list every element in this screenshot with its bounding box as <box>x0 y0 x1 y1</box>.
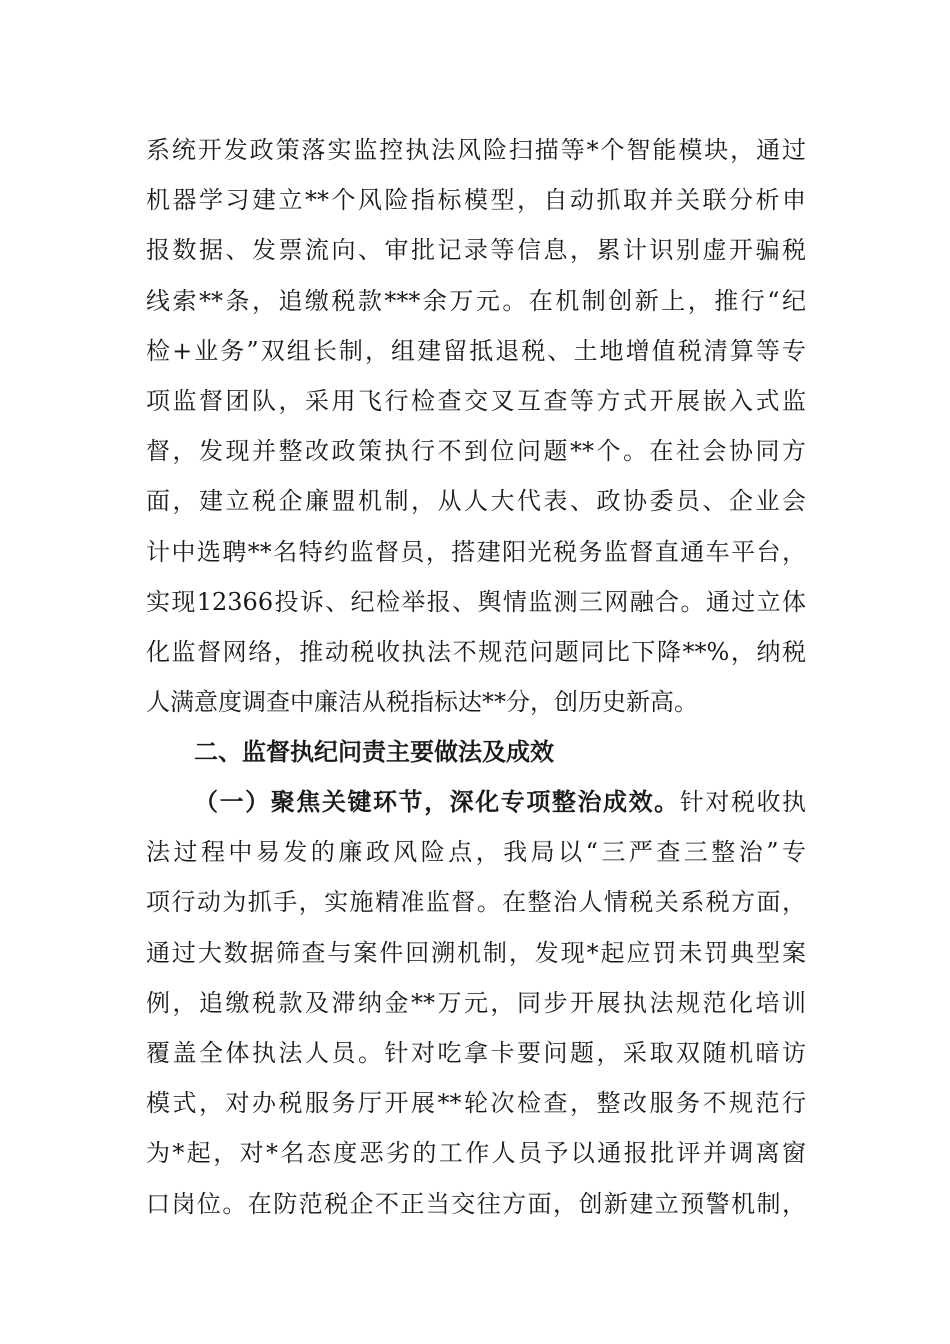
text-line: 项行动为抓手，实施精准监督。在整治人情税关系税方面， <box>146 888 806 916</box>
text-line: 面，建立税企廉盟机制，从人大代表、政协委员、企业会 <box>146 487 806 515</box>
text-line: 模式，对办税服务厅开展**轮次检查，整改服务不规范行 <box>146 1089 806 1117</box>
text-line: 例，追缴税款及滞纳金**万元，同步开展执法规范化培训 <box>146 989 806 1017</box>
subsection-first-line-text: 针对税收执 <box>679 788 807 816</box>
text-line: 人满意度调查中廉洁从税指标达**分，创历史新高。 <box>146 688 698 716</box>
section-heading: 二、监督执纪问责主要做法及成效 <box>194 738 554 766</box>
text-line: 检+业务”双组长制，组建留抵退税、土地增值税清算等专 <box>146 337 806 365</box>
subsection-title: （一）聚焦关键环节，深化专项整治成效。 <box>194 788 680 816</box>
text-line: 法过程中易发的廉政风险点，我局以“三严查三整治”专 <box>146 838 806 866</box>
text-line: 报数据、发票流向、审批记录等信息，累计识别虚开骗税 <box>146 236 806 264</box>
subsection-first-line <box>194 782 806 822</box>
text-line: 计中选聘**名特约监督员，搭建阳光税务监督直通车平台， <box>146 538 806 566</box>
text-line: 口岗位。在防范税企不正当交往方面，创新建立预警机制， <box>146 1190 806 1218</box>
text-line: 覆盖全体执法人员。针对吃拿卡要问题，采取双随机暗访 <box>146 1039 806 1067</box>
text-line: 化监督网络，推动税收执法不规范问题同比下降**%，纳税 <box>146 638 806 666</box>
text-line: 督，发现并整改政策执行不到位问题**个。在社会协同方 <box>146 437 806 465</box>
text-line: 为*起，对*名态度恶劣的工作人员予以通报批评并调离窗 <box>146 1139 806 1167</box>
text-line: 机器学习建立**个风险指标模型，自动抓取并关联分析申 <box>146 186 806 214</box>
text-line: 实现12366投诉、纪检举报、舆情监测三网融合。通过立体 <box>146 588 806 616</box>
text-line: 通过大数据筛查与案件回溯机制，发现*起应罚未罚典型案 <box>146 939 806 967</box>
text-line: 系统开发政策落实监控执法风险扫描等*个智能模块，通过 <box>146 136 806 164</box>
text-line: 项监督团队，采用飞行检查交叉互查等方式开展嵌入式监 <box>146 387 806 415</box>
text-line: 线索**条，追缴税款***余万元。在机制创新上，推行“纪 <box>146 287 806 315</box>
